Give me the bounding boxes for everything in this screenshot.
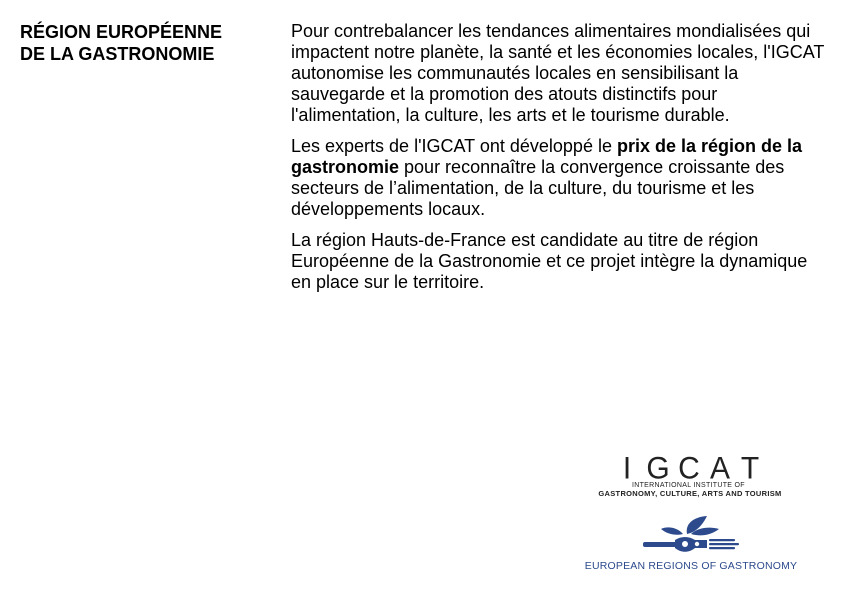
igcat-tagline-line-2: GASTRONOMY, CULTURE, ARTS AND TOURISM [598,489,782,498]
igcat-tagline [572,482,808,498]
section-heading-line-1: RÉGION EUROPÉENNE [20,22,223,42]
igcat-letter-i: I [622,450,632,482]
paragraph-2-emphasis: prix de la région de la gastronomie [291,136,803,177]
paragraph-1: Pour contrebalancer les tendances alimentaires mondialisées qui impactent notre planète, la santé et les économies locales, l'IGCAT autonomise les communautés locales en sensibilisant la sauvegarde et la promotion des atouts distinctifs pour l'alimentation, la culture, les arts et le tourisme durable. [291,21,825,125]
fork-leaf-emblem-icon [637,512,747,556]
section-heading-line-2: DE LA GASTRONOMIE [20,44,215,64]
paragraph-2-rest: pour reconnaître la convergence croissante des secteurs de l’alimentation, de la culture, du tourisme et les développements locaux. [291,157,785,219]
body-text [291,21,826,303]
igcat-letter-a: A [709,450,731,482]
igcat-letter-g: G [646,450,670,482]
erg-caption: EUROPEAN REGIONS OF GASTRONOMY [584,560,798,572]
igcat-letter-t: T [740,450,760,482]
paragraph-3: La région Hauts-de-France est candidate au titre de région Européenne de la Gastronomie et ce projet intègre la dynamique en place sur le territoire. [291,230,808,292]
igcat-letter-c: C [678,450,700,482]
igcat-tagline-line-1: INTERNATIONAL INSTITUTE OF [632,482,745,489]
paragraph-2 [291,136,826,220]
logo-group [572,450,808,576]
section-heading [20,21,270,65]
paragraph-2-intro: Les experts de l'IGCAT ont développé le [291,136,617,156]
igcat-logo [572,450,808,482]
